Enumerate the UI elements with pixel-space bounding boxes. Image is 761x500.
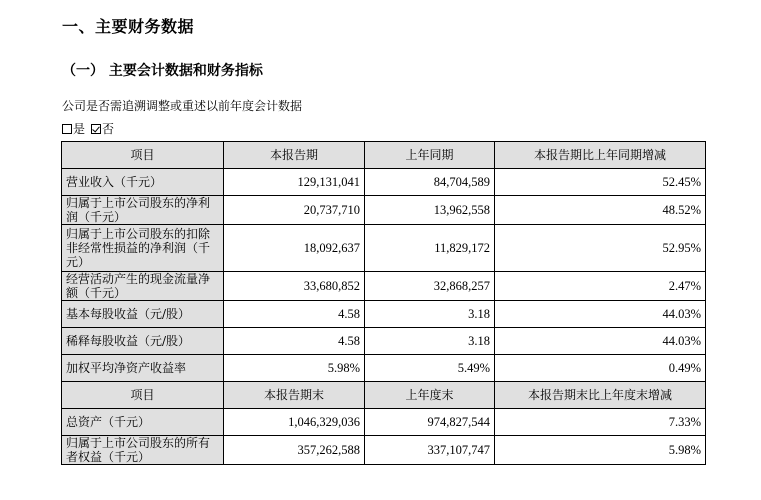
- cell-prior: 32,868,257: [365, 272, 495, 301]
- column-header-change: 本报告期末比上年度末增减: [495, 382, 706, 409]
- cell-change: 7.33%: [495, 409, 706, 436]
- cell-change: 48.52%: [495, 196, 706, 225]
- table-row: [62, 409, 706, 436]
- cell-current: 1,046,329,036: [224, 409, 365, 436]
- column-header-prior: 上年同期: [365, 142, 495, 169]
- cell-prior: 974,827,544: [365, 409, 495, 436]
- cell-change: 0.49%: [495, 355, 706, 382]
- column-header-prior: 上年度末: [365, 382, 495, 409]
- column-header-item: 项目: [62, 382, 224, 409]
- table-header-row: [62, 382, 706, 409]
- cell-change: 52.45%: [495, 169, 706, 196]
- subsection-heading: （一） 主要会计数据和财务指标: [62, 63, 263, 79]
- table-row: [62, 301, 706, 328]
- cell-prior: 337,107,747: [365, 436, 495, 465]
- cell-prior: 11,829,172: [365, 225, 495, 272]
- table-row: [62, 169, 706, 196]
- cell-current: 18,092,637: [224, 225, 365, 272]
- cell-current: 4.58: [224, 301, 365, 328]
- table-row: [62, 436, 706, 465]
- cell-current: 129,131,041: [224, 169, 365, 196]
- checkbox-yes-label: 是: [73, 122, 86, 136]
- checkbox-no[interactable]: [91, 124, 101, 134]
- row-label: 经营活动产生的现金流量净额（千元）: [62, 272, 224, 301]
- cell-current: 5.98%: [224, 355, 365, 382]
- table-header-row: [62, 142, 706, 169]
- cell-current: 33,680,852: [224, 272, 365, 301]
- row-label: 营业收入（千元）: [62, 169, 224, 196]
- row-label: 稀释每股收益（元/股）: [62, 328, 224, 355]
- financial-data-table: [61, 141, 706, 465]
- row-label: 归属于上市公司股东的所有者权益（千元）: [62, 436, 224, 465]
- row-label: 归属于上市公司股东的净利润（千元）: [62, 196, 224, 225]
- table-row: [62, 272, 706, 301]
- cell-current: 20,737,710: [224, 196, 365, 225]
- table-row: [62, 355, 706, 382]
- column-header-item: 项目: [62, 142, 224, 169]
- checkbox-no-label: 否: [102, 122, 115, 136]
- cell-prior: 5.49%: [365, 355, 495, 382]
- cell-change: 52.95%: [495, 225, 706, 272]
- restatement-choice-group: [62, 120, 120, 137]
- column-header-current: 本报告期末: [224, 382, 365, 409]
- cell-prior: 3.18: [365, 301, 495, 328]
- table-row: [62, 225, 706, 272]
- restatement-question: 公司是否需追溯调整或重述以前年度会计数据: [62, 99, 303, 113]
- table-row: [62, 196, 706, 225]
- table-row: [62, 328, 706, 355]
- cell-current: 357,262,588: [224, 436, 365, 465]
- row-label: 基本每股收益（元/股）: [62, 301, 224, 328]
- cell-prior: 3.18: [365, 328, 495, 355]
- cell-prior: 13,962,558: [365, 196, 495, 225]
- cell-prior: 84,704,589: [365, 169, 495, 196]
- cell-current: 4.58: [224, 328, 365, 355]
- section-heading: 一、主要财务数据: [62, 17, 195, 36]
- checkbox-yes[interactable]: [62, 124, 72, 134]
- cell-change: 2.47%: [495, 272, 706, 301]
- cell-change: 5.98%: [495, 436, 706, 465]
- row-label: 归属于上市公司股东的扣除非经常性损益的净利润（千元）: [62, 225, 224, 272]
- cell-change: 44.03%: [495, 301, 706, 328]
- row-label: 加权平均净资产收益率: [62, 355, 224, 382]
- column-header-current: 本报告期: [224, 142, 365, 169]
- column-header-change: 本报告期比上年同期增减: [495, 142, 706, 169]
- row-label: 总资产（千元）: [62, 409, 224, 436]
- cell-change: 44.03%: [495, 328, 706, 355]
